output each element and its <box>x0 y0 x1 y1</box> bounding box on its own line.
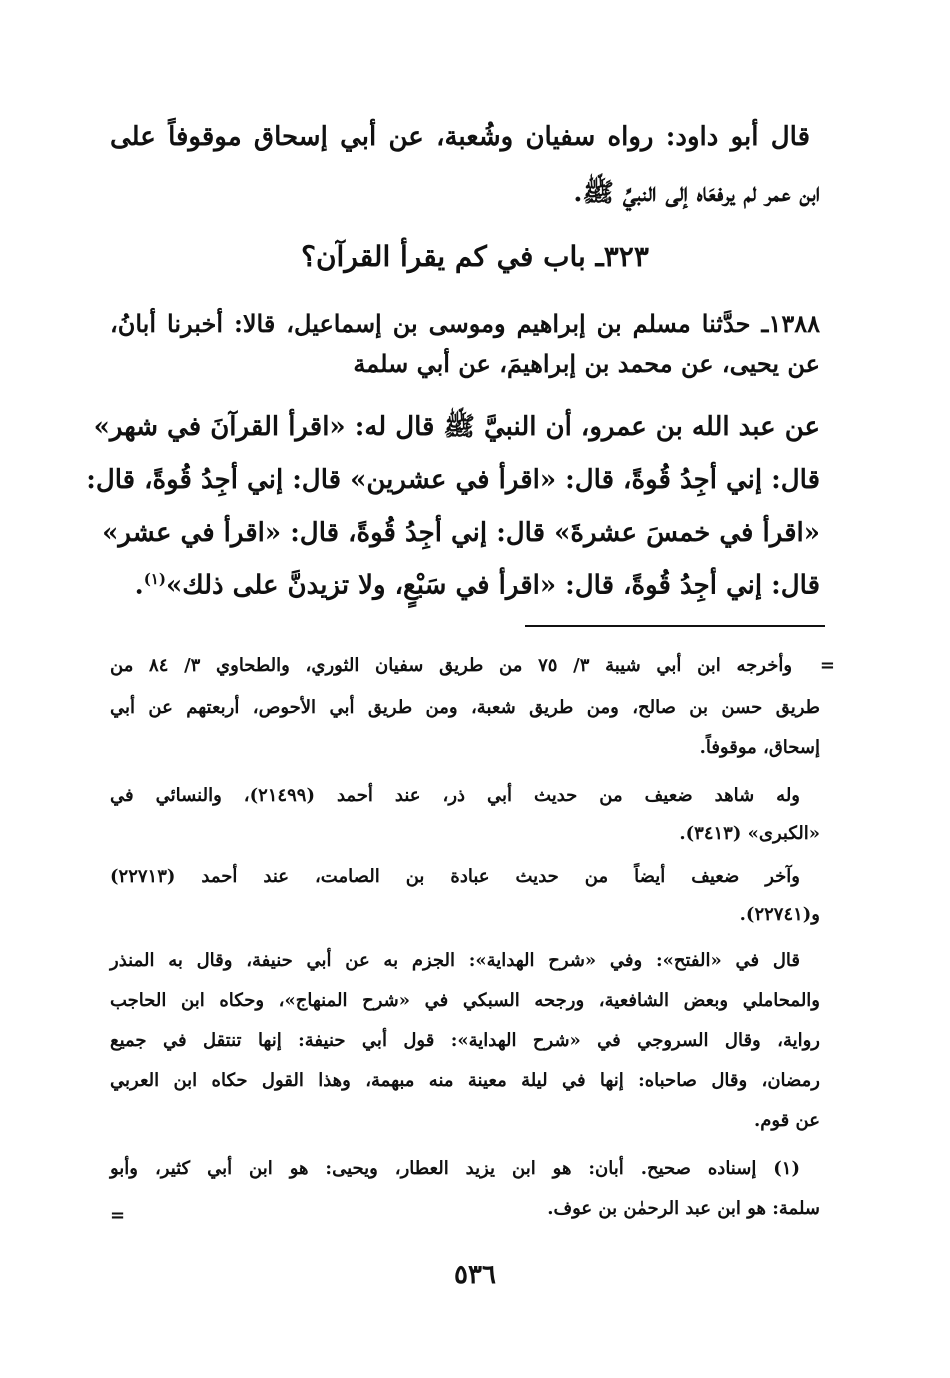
page-number: ٥٣٦ <box>454 1260 496 1290</box>
footnote-para3-line-1: وآخر ضعيف أيضاً من حديث عبادة بن الصامت، عند أحمد (٢٢٧١٣) <box>110 866 800 887</box>
hadith-matn-line-1: عن عبد الله بن عمرو، أن النبيَّ ﷺ قال له: «اقرأ القرآنَ في شهر» <box>93 412 820 442</box>
hadith-matn-line-3: «اقرأ في خمسَ عشرةَ» قال: إني أجِدُ قُوةً، قال: «اقرأ في عشر» <box>102 518 820 548</box>
hadith-isnad-line-2: عن يحيى، عن محمد بن إبراهيمَ، عن أبي سلمة <box>353 349 820 378</box>
top-text-line-2: ابن عمر لم يرفعَاه إلى النبيِّ ﷺ. <box>573 178 820 208</box>
hadith-matn-line-2: قال: إني أجِدُ قُوةً، قال: «اقرأ في عشرين» قال: إني أجِدُ قُوةً، قال: <box>86 465 820 495</box>
footnote-1-line-2: سلمة: هو ابن عبد الرحمٰن بن عوف. <box>547 1198 820 1219</box>
footnote-para4-line-1: قال في «الفتح»: وفي «شرح الهداية»: الجزم به عن أبي حنيفة، وقال به المنذر <box>110 950 800 971</box>
top-text-line-1: قال أبو داود: رواه سفيان وشُعبة، عن أبي إسحاق موقوفاً على <box>110 122 810 152</box>
footnote-para4-line-4: رمضان، وقال صاحباه: إنها في ليلة معينة منه مبهمة، وهذا القول حكاه ابن العربي <box>110 1070 820 1091</box>
footnote-para2-line-1: وله شاهد ضعيف من حديث أبي ذر، عند أحمد (٢١٤٩٩)، والنسائي في <box>110 785 800 806</box>
footnote-1-line-1: (١) إسناده صحيح. أبان: هو ابن يزيد العطار، ويحيى: هو ابن أبي كثير، وأبو <box>110 1158 800 1179</box>
continuation-mark: = <box>819 655 835 676</box>
matn-final-period: . <box>134 570 144 601</box>
footnote-para1-line-1: وأخرجه ابن أبي شيبة ٣/ ٧٥ من طريق سفيان الثوري، والطحاوي ٣/ ٨٤ من <box>110 655 793 676</box>
footnote-para1-line-3: إسحاق، موقوفاً. <box>699 737 820 758</box>
footnote-para3-line-2: و(٢٢٧٤١). <box>739 904 820 925</box>
end-mark: = <box>110 1205 126 1226</box>
footnote-para4-line-3: رواية، وقال السروجي في «شرح الهداية»: قول أبي حنيفة: إنها تنتقل في جميع <box>110 1030 820 1051</box>
footnote-para2-line-2: «الكبرى» (٣٤١٣). <box>679 823 820 844</box>
footnote-para1-line-2: طريق حسن بن صالح، ومن طريق شعبة، ومن طريق أبي الأحوص، أربعتهم عن أبي <box>110 697 820 718</box>
chapter-heading: ٣٢٣ـ باب في كم يقرأ القرآن؟ <box>301 240 649 273</box>
hadith-isnad-line-1: ١٣٨٨ـ حدَّثنا مسلم بن إبراهيم وموسى بن إسماعيل، قالا: أخبرنا أبانُ، <box>110 309 820 338</box>
footnote-ref-1: (١) <box>143 570 166 588</box>
footnote-separator <box>525 625 825 627</box>
hadith-matn-line-4-text: قال: إني أجِدُ قُوةً، قال: «اقرأ في سَبْعٍ، ولا تزيدنَّ على ذلك» <box>165 570 820 601</box>
footnote-para4-line-5: عن قوم. <box>753 1110 820 1131</box>
footnote-para4-line-2: والمحاملي وبعض الشافعية، ورجحه السبكي في «شرح المنهاج»، وحكاه ابن الحاجب <box>110 990 820 1011</box>
hadith-matn-line-4 <box>110 570 820 602</box>
